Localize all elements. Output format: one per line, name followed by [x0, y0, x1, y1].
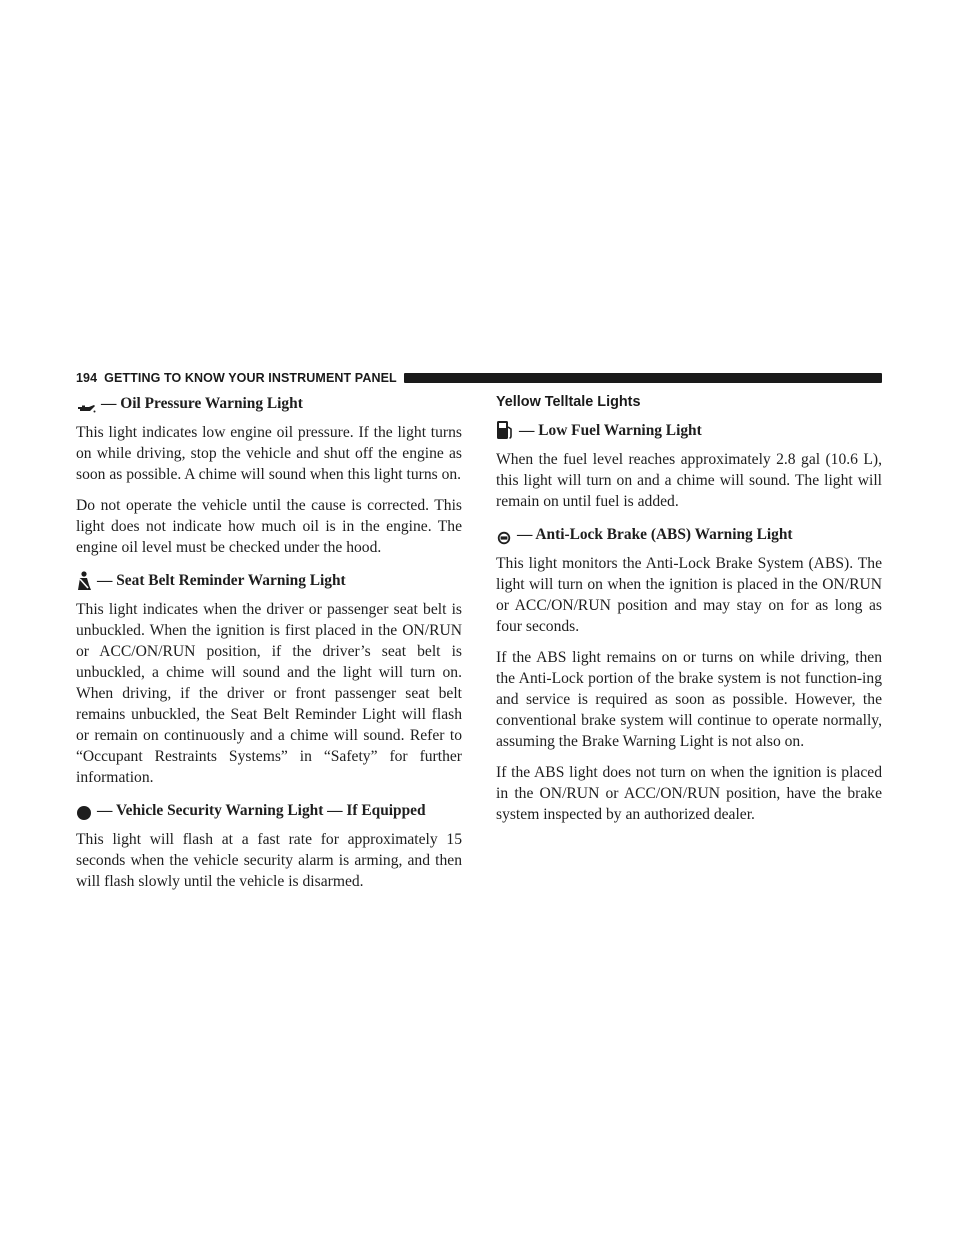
page-header — [76, 371, 882, 385]
security-light-icon — [76, 805, 92, 821]
seat-belt-paragraph: This light indicates when the driver or passenger seat belt is unbuckled. When the ignition is first placed in the ON/RUN or ACC/ON/RUN position, if the driver’s seat belt is unbuckled, a chime will sound and the light will turn on. When driving, if the driver or front passenger seat belt remains unbuckled, the Seat Belt Reminder Light will flash or remain on continuously and a chime will sound. Refer to “Occupant Restraints Systems” in “Safety” for further information. — [76, 601, 462, 786]
oil-pressure-title: — Oil Pressure Warning Light — [101, 395, 303, 412]
abs-paragraph-1: This light monitors the Anti-Lock Brake System (ABS). The light will turn on when the ignition is placed in the ON/RUN or ACC/ON/RUN position and may stay on for as long as four seconds. — [496, 555, 882, 635]
oil-pressure-paragraph-1: This light indicates low engine oil pressure. If the light turns on while driving, stop the vehicle and shut off the engine as soon as possible. A chime will sound when this light turns on. — [76, 424, 462, 483]
seat-belt-title: — Seat Belt Reminder Warning Light — [97, 572, 346, 589]
security-paragraph: This light will flash at a fast rate for approximately 15 seconds when the vehicle security alarm is arming, and then will flash slowly until the vehicle is disarmed. — [76, 831, 462, 890]
abs-heading — [496, 524, 882, 545]
abs-icon — [496, 531, 512, 545]
page-number: 194 — [76, 371, 98, 385]
low-fuel-title: — Low Fuel Warning Light — [519, 422, 702, 439]
left-column — [76, 393, 462, 902]
header-rule — [404, 373, 882, 383]
seat-belt-heading — [76, 570, 462, 591]
oil-pressure-paragraph-2: Do not operate the vehicle until the cause is corrected. This light does not indicate how much oil is in the engine. The engine oil level must be checked under the hood. — [76, 497, 462, 556]
abs-title: — Anti-Lock Brake (ABS) Warning Light — [517, 526, 793, 543]
seat-belt-icon — [76, 571, 92, 591]
oil-can-icon — [76, 404, 96, 414]
abs-paragraph-3: If the ABS light does not turn on when the ignition is placed in the ON/RUN or ACC/ON/RUN position, have the brake system inspected by an authorized dealer. — [496, 764, 882, 823]
abs-paragraph-2: If the ABS light remains on or turns on while driving, then the Anti-Lock portion of the brake system is not function-ing and service is required as soon as possible. However, the conventional brake system will continue to operate normally, assuming the Brake Warning Light is not also on. — [496, 649, 882, 750]
yellow-telltale-section-title: Yellow Telltale Lights — [496, 394, 641, 410]
right-column — [496, 393, 882, 835]
fuel-pump-icon — [496, 419, 514, 441]
low-fuel-heading — [496, 419, 882, 441]
security-title: — Vehicle Security Warning Light — If Equipped — [97, 802, 426, 819]
low-fuel-paragraph: When the fuel level reaches approximately 2.8 gal (10.6 L), this light will turn on and a chime will sound. The light will remain on until fuel is added. — [496, 451, 882, 510]
security-heading — [76, 800, 462, 821]
oil-pressure-heading — [76, 393, 462, 414]
chapter-title: GETTING TO KNOW YOUR INSTRUMENT PANEL — [104, 371, 397, 385]
